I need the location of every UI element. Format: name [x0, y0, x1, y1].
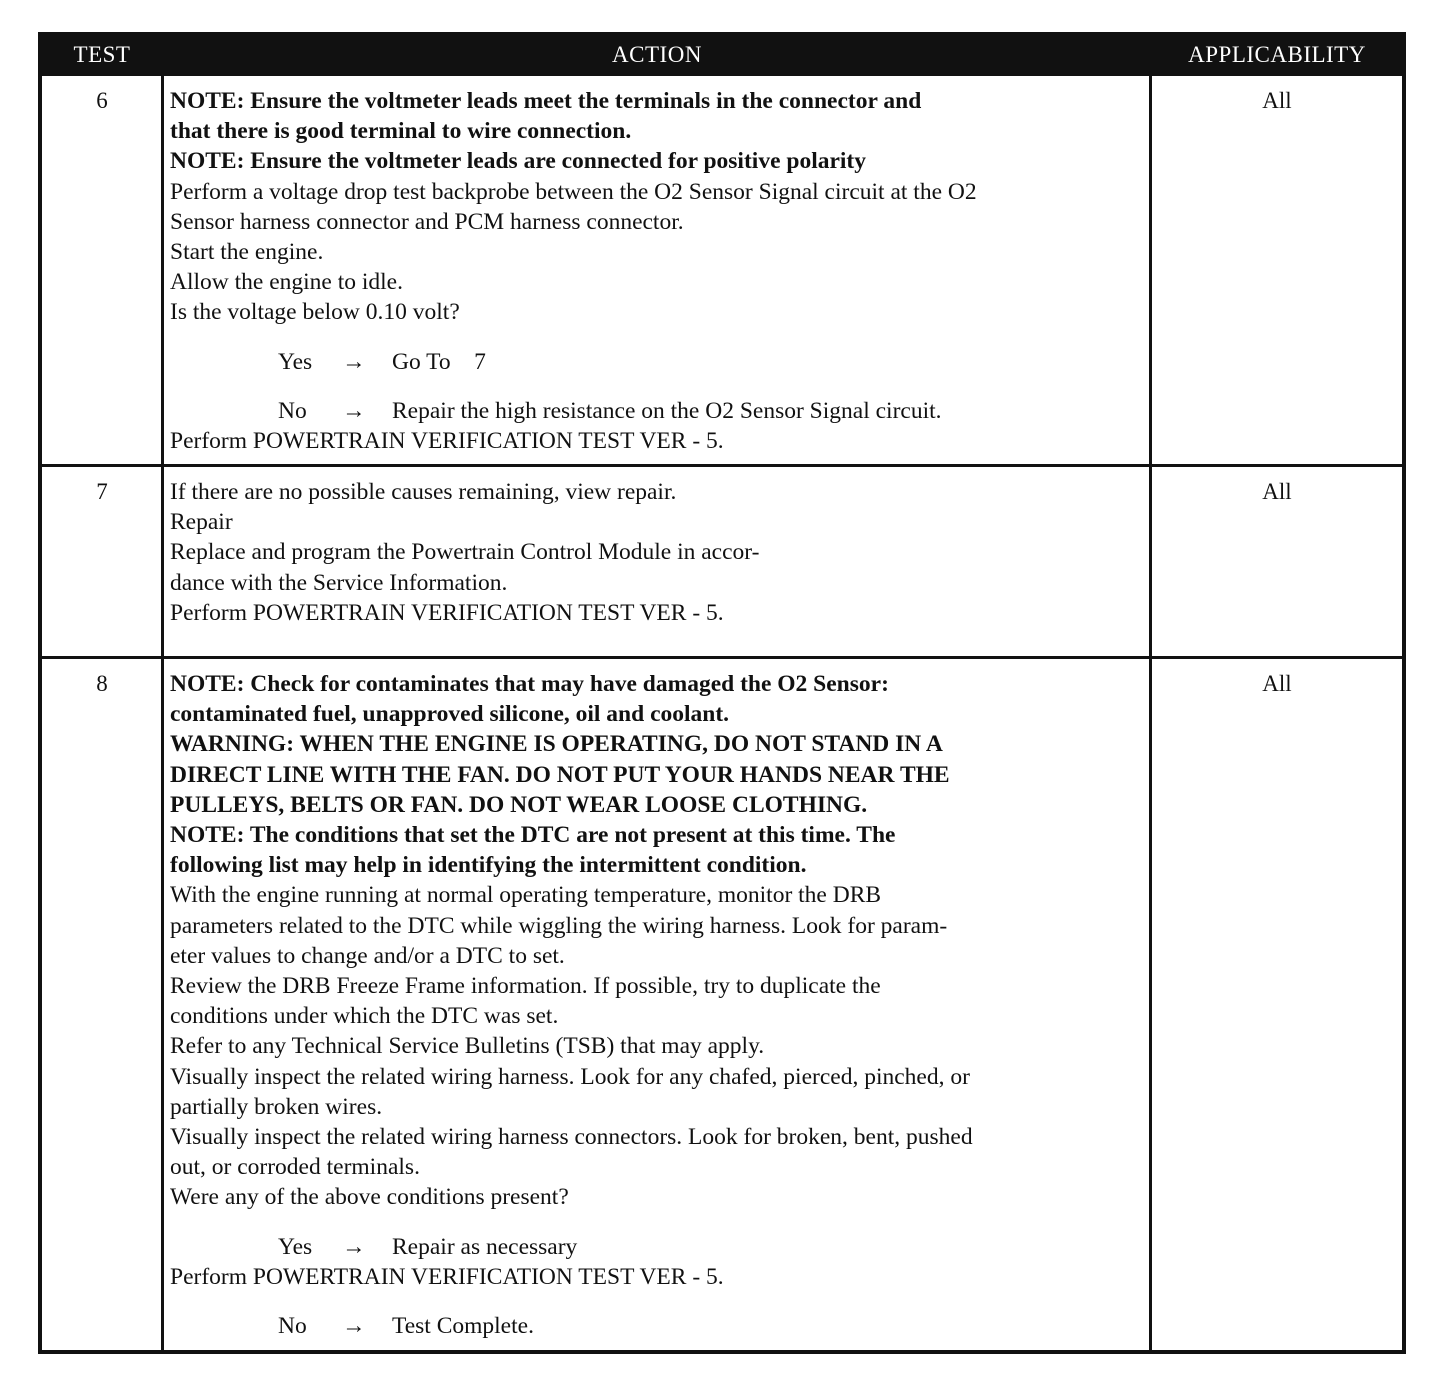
action-line: If there are no possible causes remaining, view repair.	[170, 479, 677, 505]
note-line: NOTE: The conditions that set the DTC are not present at this time. The	[170, 822, 896, 849]
action-line: partially broken wires.	[170, 1093, 383, 1120]
note-line: that there is good terminal to wire connection.	[170, 118, 632, 145]
action-line: Refer to any Technical Service Bulletins (TSB) that may apply.	[170, 1033, 765, 1060]
repair-line: dance with the Service Information.	[170, 569, 508, 596]
question-line: Is the voltage below 0.10 volt?	[170, 299, 460, 326]
repair-line: Replace and program the Powertrain Control Module in accor-	[170, 539, 760, 566]
action-cell	[170, 669, 1144, 1341]
question-line: Were any of the above conditions present?	[170, 1184, 569, 1211]
action-line: Allow the engine to idle.	[170, 269, 403, 296]
no-result: Repair the high resistance on the O2 Sensor Signal circuit.	[392, 397, 942, 424]
action-line: eter values to change and/or a DTC to set.	[170, 942, 565, 969]
action-cell	[170, 477, 1144, 628]
table-row	[42, 76, 1402, 464]
note-line: NOTE: Check for contaminates that may have damaged the O2 Sensor:	[170, 671, 889, 697]
action-line: Sensor harness connector and PCM harness connector.	[170, 208, 684, 235]
table-header	[42, 36, 1402, 76]
no-option	[170, 1311, 1144, 1341]
header-test: TEST	[73, 42, 131, 67]
action-line: Visually inspect the related wiring harness. Look for any chafed, pierced, pinched, or	[170, 1063, 970, 1090]
applicability-cell: All	[1262, 671, 1292, 696]
table-row	[42, 467, 1402, 656]
no-label: No	[278, 1312, 307, 1339]
yes-result: Repair as necessary	[392, 1233, 578, 1260]
yes-option	[170, 1232, 1144, 1262]
applicability-cell: All	[1262, 479, 1292, 504]
header-applicability: APPLICABILITY	[1188, 42, 1366, 67]
arrow-icon: →	[342, 1233, 366, 1260]
no-result: Test Complete.	[392, 1312, 534, 1339]
warning-line: DIRECT LINE WITH THE FAN. DO NOT PUT YOUR HANDS NEAR THE	[170, 761, 950, 788]
note-line: NOTE: Ensure the voltmeter leads meet the terminals in the connector and	[170, 88, 922, 114]
action-line: parameters related to the DTC while wiggling the wiring harness. Look for param-	[170, 912, 948, 939]
yes-option	[170, 347, 1144, 377]
action-line: Start the engine.	[170, 239, 324, 266]
arrow-icon: →	[342, 348, 366, 375]
warning-line: PULLEYS, BELTS OR FAN. DO NOT WEAR LOOSE CLOTHING.	[170, 791, 868, 818]
yes-label: Yes	[278, 1233, 313, 1260]
arrow-icon: →	[342, 1312, 366, 1339]
note-line: NOTE: Ensure the voltmeter leads are connected for positive polarity	[170, 148, 867, 175]
header-action: ACTION	[612, 42, 702, 67]
no-option	[170, 396, 1144, 426]
action-line: With the engine running at normal operating temperature, monitor the DRB	[170, 882, 882, 909]
repair-line: Perform POWERTRAIN VERIFICATION TEST VER - 5.	[170, 599, 724, 626]
test-number: 8	[96, 671, 108, 696]
no-result-line2: Perform POWERTRAIN VERIFICATION TEST VER - 5.	[170, 427, 724, 454]
table-row	[42, 659, 1402, 1354]
repair-label: Repair	[170, 509, 233, 536]
arrow-icon: →	[342, 397, 366, 424]
applicability-cell: All	[1262, 88, 1292, 113]
action-line: conditions under which the DTC was set.	[170, 1003, 559, 1030]
test-table	[38, 32, 1406, 1354]
note-line: contaminated fuel, unapproved silicone, oil and coolant.	[170, 701, 730, 728]
action-line: Perform a voltage drop test backprobe between the O2 Sensor Signal circuit at the O2	[170, 178, 977, 205]
no-label: No	[278, 397, 307, 424]
action-line: Review the DRB Freeze Frame information. If possible, try to duplicate the	[170, 973, 881, 1000]
yes-result-line2: Perform POWERTRAIN VERIFICATION TEST VER - 5.	[170, 1263, 724, 1290]
test-number: 7	[96, 479, 108, 504]
note-line: following list may help in identifying the intermittent condition.	[170, 852, 807, 879]
action-line: out, or corroded terminals.	[170, 1154, 420, 1181]
yes-result: Go To 7	[392, 348, 486, 375]
yes-label: Yes	[278, 348, 313, 375]
action-line: Visually inspect the related wiring harness connectors. Look for broken, bent, pushed	[170, 1124, 973, 1151]
warning-line: WARNING: WHEN THE ENGINE IS OPERATING, DO NOT STAND IN A	[170, 731, 943, 758]
action-cell	[170, 86, 1144, 456]
test-number: 6	[96, 88, 108, 113]
